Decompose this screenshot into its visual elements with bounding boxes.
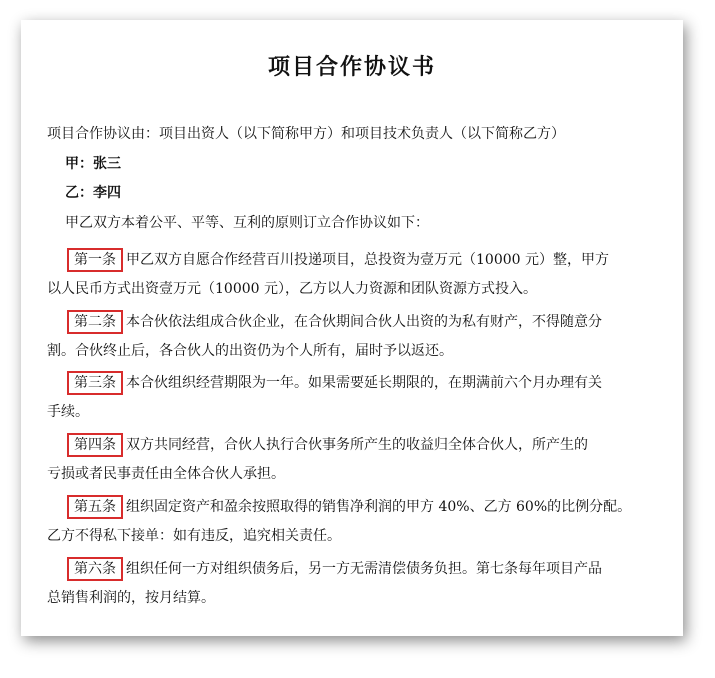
clause-1-label-box: 第一条 xyxy=(67,248,123,272)
clause-1-line-1 xyxy=(67,248,609,272)
clause-6-line-1 xyxy=(67,557,602,581)
party-b-line: 乙：李四 xyxy=(65,185,121,201)
clause-4-text: 双方共同经营，合伙人执行合伙事务所产生的收益归全体合伙人，所产生的 xyxy=(126,437,588,453)
clause-5-line-1 xyxy=(67,495,631,519)
clause-3-label-box: 第三条 xyxy=(67,371,123,395)
clause-3-line-2: 手续。 xyxy=(47,404,89,420)
clause-5-text: 组织固定资产和盈余按照取得的销售净利润的甲方 40%、乙方 60%的比例分配。 xyxy=(126,499,632,515)
clause-2-label-box: 第二条 xyxy=(67,310,123,334)
clause-6-text: 组织任何一方对组织债务后，另一方无需清偿债务负担。第七条每年项目产品 xyxy=(126,561,602,577)
preamble-line: 甲乙双方本着公平、平等、互利的原则订立合作协议如下： xyxy=(65,215,429,231)
clause-5-line-2: 乙方不得私下接单：如有违反，追究相关责任。 xyxy=(47,528,341,544)
clause-2-line-1 xyxy=(67,310,602,334)
clause-4-line-1 xyxy=(67,433,588,457)
party-a-line: 甲：张三 xyxy=(65,156,121,172)
clause-6-label-box: 第六条 xyxy=(67,557,123,581)
clause-6-line-2: 总销售利润的，按月结算。 xyxy=(47,590,215,606)
clause-3-text: 本合伙组织经营期限为一年。如果需要延长期限的，在期满前六个月办理有关 xyxy=(126,375,602,391)
clause-2-text: 本合伙依法组成合伙企业，在合伙期间合伙人出资的为私有财产，不得随意分 xyxy=(126,314,602,330)
clause-1-line-2: 以人民币方式出资壹万元（10000 元），乙方以人力资源和团队资源方式投入。 xyxy=(47,281,537,297)
clause-2-line-2: 割。合伙终止后，各合伙人的出资仍为个人所有，届时予以返还。 xyxy=(47,343,453,359)
clause-5-label-box: 第五条 xyxy=(67,495,123,519)
document-title: 项目合作协议书 xyxy=(267,54,436,80)
intro-line: 项目合作协议由：项目出资人（以下简称甲方）和项目技术负责人（以下简称乙方） xyxy=(47,126,565,142)
document-page xyxy=(21,20,683,636)
clause-1-text: 甲乙双方自愿合作经营百川投递项目，总投资为壹万元（10000 元）整，甲方 xyxy=(126,252,609,268)
clause-3-line-1 xyxy=(67,371,602,395)
clause-4-line-2: 亏损或者民事责任由全体合伙人承担。 xyxy=(47,466,285,482)
clause-4-label-box: 第四条 xyxy=(67,433,123,457)
